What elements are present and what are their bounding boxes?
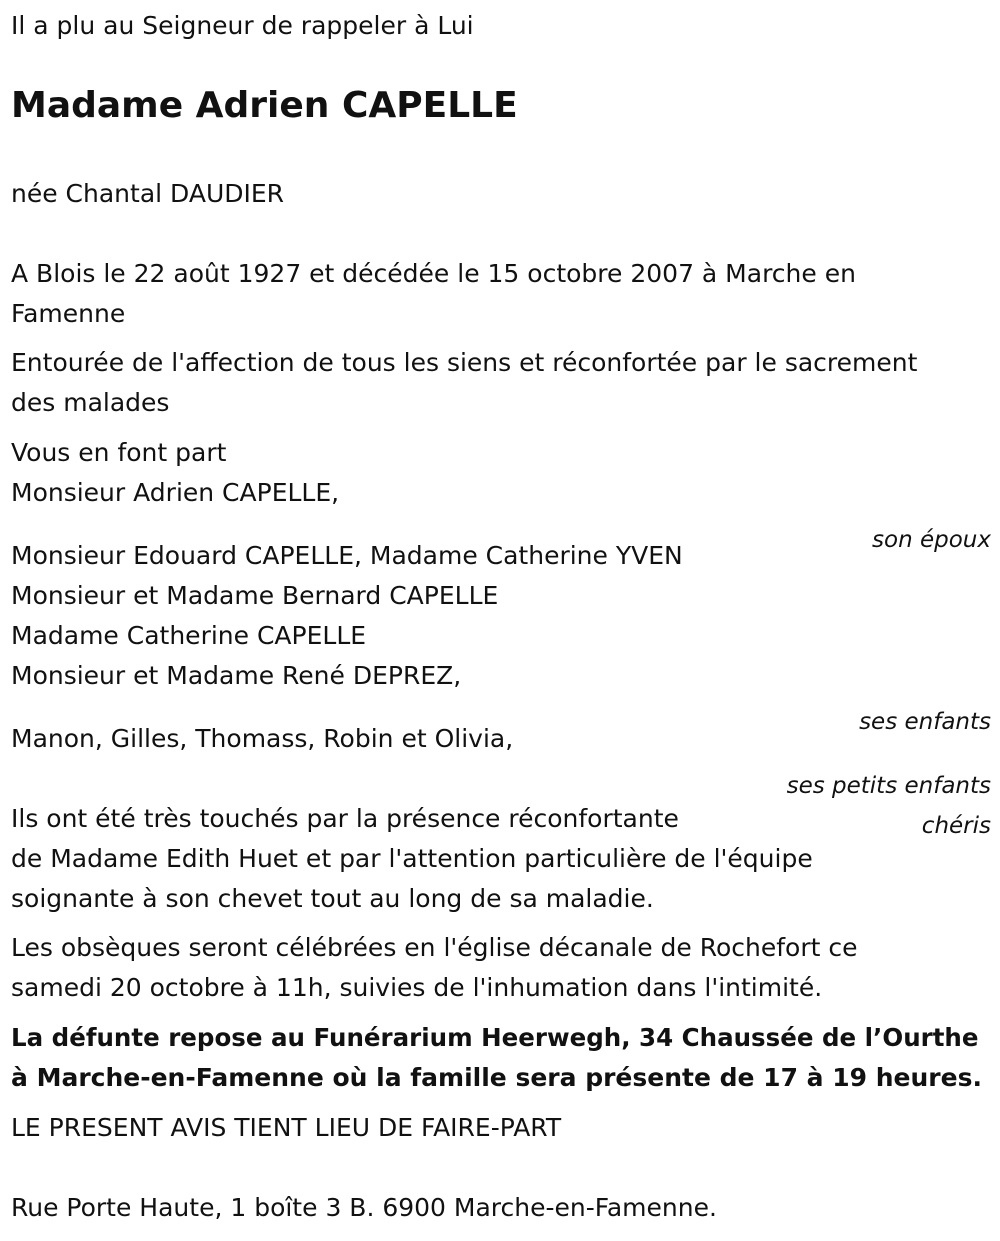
funeral-line-1: Les obsèques seront célébrées en l'église décanale de Rochefort ce (11, 933, 858, 962)
thanks-line-3: soignante à son chevet tout au long de sa maladie. (11, 884, 654, 913)
grandchildren-names: Manon, Gilles, Thomass, Robin et Olivia, (11, 724, 514, 753)
child-3: Madame Catherine CAPELLE (11, 621, 367, 650)
grandchildren-role-line-2: chéris (921, 813, 991, 839)
deceased-name: Madame Adrien CAPELLE (11, 85, 518, 126)
repose-line-1: La défunte repose au Funérarium Heerwegh, 34 Chaussée de l’Ourthe (11, 1023, 979, 1052)
address-text: Rue Porte Haute, 1 boîte 3 B. 6900 Marche-en-Famenne. (11, 1193, 717, 1222)
repose-line-2: à Marche-en-Famenne où la famille sera présente de 17 à 19 heures. (11, 1063, 982, 1092)
grandchildren-role-line-1: ses petits enfants (786, 773, 991, 799)
birth-death-line-1: A Blois le 22 août 1927 et décédée le 15 octobre 2007 à Marche en (11, 259, 856, 288)
notice-text: LE PRESENT AVIS TIENT LIEU DE FAIRE-PART (11, 1113, 562, 1142)
children-role: ses enfants (859, 709, 991, 735)
child-1: Monsieur Edouard CAPELLE, Madame Catherine YVEN (11, 541, 683, 570)
announce-text: Vous en font part (11, 438, 227, 467)
spouse-role: son époux (872, 527, 991, 553)
birth-death-line-2: Famenne (11, 299, 126, 328)
maiden-name: née Chantal DAUDIER (11, 179, 285, 208)
spouse-name: Monsieur Adrien CAPELLE, (11, 478, 340, 507)
child-4: Monsieur et Madame René DEPREZ, (11, 661, 462, 690)
intro-text: Il a plu au Seigneur de rappeler à Lui (11, 11, 474, 40)
funeral-line-2: samedi 20 octobre à 11h, suivies de l'inhumation dans l'intimité. (11, 973, 823, 1002)
sacrament-line-2: des malades (11, 388, 170, 417)
child-2: Monsieur et Madame Bernard CAPELLE (11, 581, 499, 610)
sacrament-line-1: Entourée de l'affection de tous les siens et réconfortée par le sacrement (11, 348, 918, 377)
thanks-line-1: Ils ont été très touchés par la présence réconfortante (11, 804, 679, 833)
thanks-line-2: de Madame Edith Huet et par l'attention particulière de l'équipe (11, 844, 813, 873)
